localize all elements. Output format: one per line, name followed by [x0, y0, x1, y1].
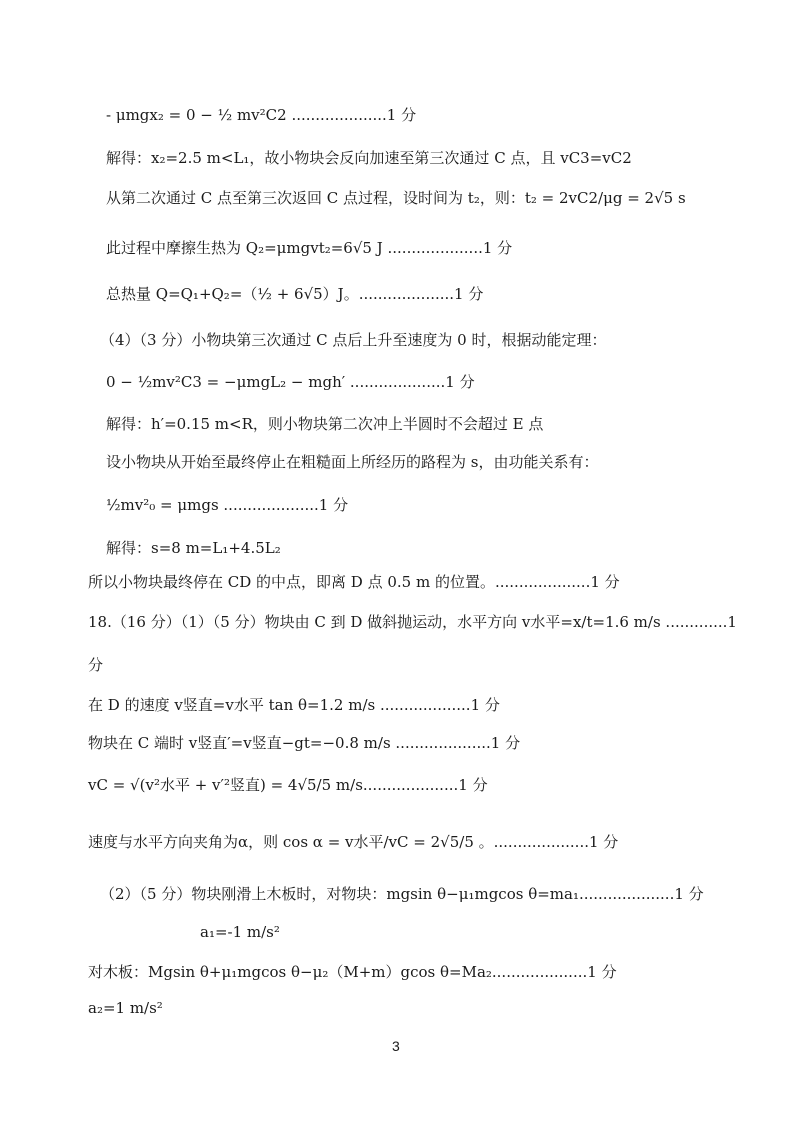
- section-heading: （4）（3 分）小物块第三次通过 C 点后上升至速度为 0 时，根据动能定理：: [100, 331, 607, 349]
- text-line: 解得：h′=0.15 m<R，则小物块第二次冲上半圆时不会超过 E 点: [106, 415, 544, 433]
- equation-line: vC = √(v²水平 + v′²竖直) = 4√5/5 m/s....................1 分: [88, 776, 488, 794]
- equation-line: a₂=1 m/s²: [88, 999, 163, 1017]
- equation-line: a₁=-1 m/s²: [200, 923, 280, 941]
- equation-line: ½mv²₀ = μmgs ....................1 分: [106, 496, 349, 514]
- text-line: 设小物块从开始至最终停止在粗糙面上所经历的路程为 s，由功能关系有：: [106, 453, 599, 471]
- text-line: 此过程中摩擦生热为 Q₂=μmgvt₂=6√5 J ....................1 分: [106, 239, 513, 257]
- text-line: 所以小物块最终停在 CD 的中点，即离 D 点 0.5 m 的位置。....................1 分: [88, 573, 620, 591]
- equation-line: - μmgx₂ = 0 − ½ mv²C2 ....................1 分: [106, 106, 417, 124]
- text-line: 解得：s=8 m=L₁+4.5L₂: [106, 539, 281, 557]
- section-heading: （2）（5 分）物块刚滑上木板时，对物块：mgsin θ−μ₁mgcos θ=ma₁....................1 分: [100, 885, 704, 903]
- text-line: 总热量 Q=Q₁+Q₂=（½ + 6√5）J。....................1 分: [106, 285, 484, 303]
- text-line: 从第二次通过 C 点至第三次返回 C 点过程，设时间为 t₂，则：t₂ = 2vC2/μg = 2√5 s: [106, 189, 686, 207]
- text-line: 对木板：Mgsin θ+μ₁mgcos θ−μ₂（M+m）gcos θ=Ma₂....................1 分: [88, 963, 617, 981]
- equation-line: 0 − ½mv²C3 = −μmgL₂ − mgh′ ....................1 分: [106, 373, 475, 391]
- page-number: 3: [392, 1038, 400, 1054]
- problem-heading: 18.（16 分）（1）（5 分）物块由 C 到 D 做斜抛运动，水平方向 v水平=x/t=1.6 m/s .............1: [88, 613, 737, 631]
- equation-line: 速度与水平方向夹角为α，则 cos α = v水平/vC = 2√5/5 。....................1 分: [88, 833, 619, 851]
- text-line: 在 D 的速度 v竖直=v水平 tan θ=1.2 m/s ...................1 分: [88, 696, 500, 714]
- text-line: 物块在 C 端时 v竖直′=v竖直−gt=−0.8 m/s ....................1 分: [88, 734, 521, 752]
- text-line: 分: [88, 656, 104, 674]
- text-line: 解得：x₂=2.5 m<L₁，故小物块会反向加速至第三次通过 C 点，且 vC3=vC2: [106, 149, 632, 167]
